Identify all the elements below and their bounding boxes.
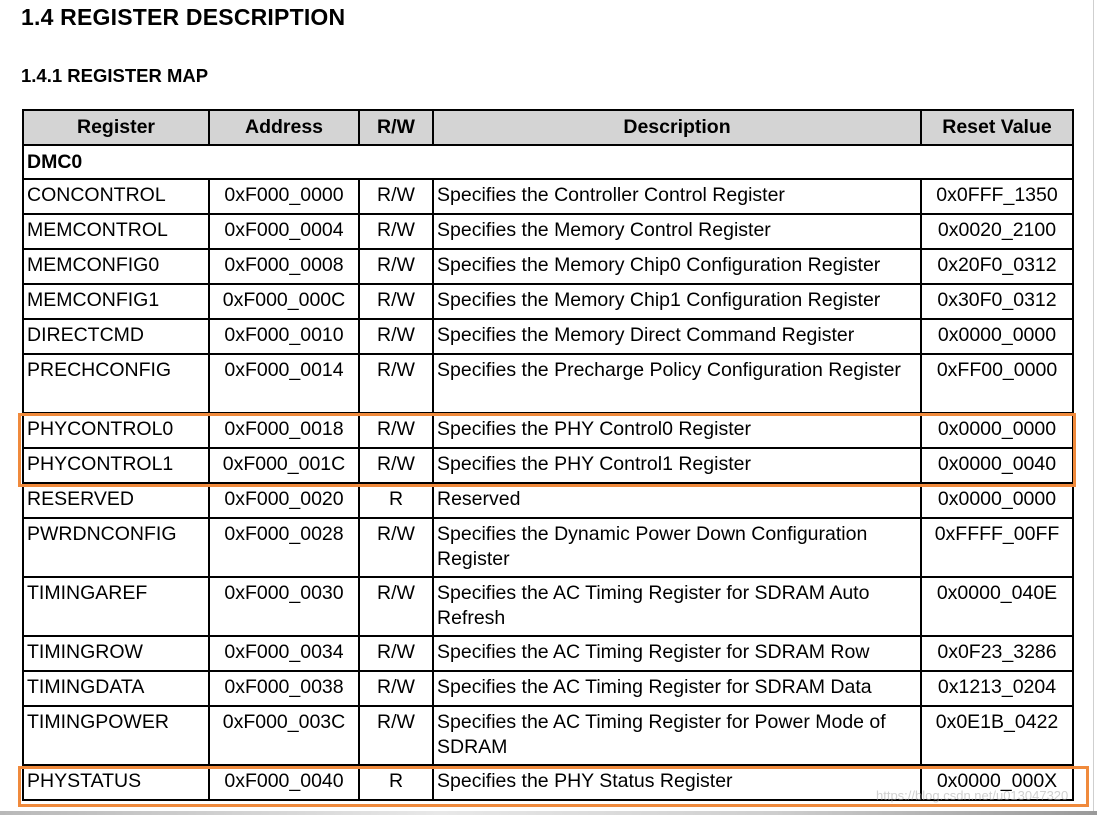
- header-reset-value: Reset Value: [921, 110, 1073, 145]
- reset-value-cell: 0x1213_0204: [921, 671, 1073, 706]
- description-cell: Specifies the PHY Control1 Register: [433, 448, 921, 483]
- register-cell: TIMINGPOWER: [23, 706, 209, 765]
- register-cell: MEMCONTROL: [23, 214, 209, 249]
- address-cell: 0xF000_0000: [209, 179, 359, 214]
- rw-cell: R/W: [359, 249, 433, 284]
- rw-cell: R/W: [359, 319, 433, 354]
- reset-value-cell: 0x0000_0040: [921, 448, 1073, 483]
- address-cell: 0xF000_003C: [209, 706, 359, 765]
- register-cell: MEMCONFIG1: [23, 284, 209, 319]
- table-row: [23, 214, 1073, 249]
- table-row: [23, 284, 1073, 319]
- description-cell: Specifies the Precharge Policy Configuration Register: [433, 354, 921, 413]
- table-row: [23, 577, 1073, 636]
- reset-value-cell: 0x30F0_0312: [921, 284, 1073, 319]
- table-row: [23, 413, 1073, 448]
- register-cell: TIMINGAREF: [23, 577, 209, 636]
- table-row: [23, 319, 1073, 354]
- register-cell: TIMINGDATA: [23, 671, 209, 706]
- address-cell: 0xF000_000C: [209, 284, 359, 319]
- address-cell: 0xF000_001C: [209, 448, 359, 483]
- description-cell: Reserved: [433, 483, 921, 518]
- table-row: [23, 636, 1073, 671]
- header-rw: R/W: [359, 110, 433, 145]
- reset-value-cell: 0x0F23_3286: [921, 636, 1073, 671]
- section-heading: 1.4 REGISTER DESCRIPTION: [21, 4, 346, 30]
- subsection-heading: 1.4.1 REGISTER MAP: [21, 65, 209, 86]
- header-description: Description: [433, 110, 921, 145]
- rw-cell: R/W: [359, 636, 433, 671]
- description-cell: Specifies the AC Timing Register for Power Mode of SDRAM: [433, 706, 921, 765]
- rw-cell: R/W: [359, 448, 433, 483]
- address-cell: 0xF000_0038: [209, 671, 359, 706]
- register-cell: PHYSTATUS: [23, 765, 209, 800]
- reset-value-cell: 0x0000_0000: [921, 319, 1073, 354]
- rw-cell: R/W: [359, 179, 433, 214]
- register-cell: CONCONTROL: [23, 179, 209, 214]
- description-cell: Specifies the PHY Control0 Register: [433, 413, 921, 448]
- rw-cell: R/W: [359, 284, 433, 319]
- bottom-edge: [0, 811, 1097, 815]
- table-row: [23, 354, 1073, 413]
- description-cell: Specifies the Controller Control Register: [433, 179, 921, 214]
- reset-value-cell: 0x0000_0000: [921, 413, 1073, 448]
- address-cell: 0xF000_0020: [209, 483, 359, 518]
- reset-value-cell: 0x20F0_0312: [921, 249, 1073, 284]
- rw-cell: R/W: [359, 518, 433, 577]
- rw-cell: R/W: [359, 214, 433, 249]
- address-cell: 0xF000_0030: [209, 577, 359, 636]
- table-header-row: [23, 110, 1073, 145]
- table-row: [23, 671, 1073, 706]
- reset-value-cell: 0x0000_0000: [921, 483, 1073, 518]
- description-cell: Specifies the Dynamic Power Down Configuration Register: [433, 518, 921, 577]
- header-address: Address: [209, 110, 359, 145]
- description-cell: Specifies the AC Timing Register for SDRAM Data: [433, 671, 921, 706]
- table-row: [23, 179, 1073, 214]
- reset-value-cell: 0x0FFF_1350: [921, 179, 1073, 214]
- description-cell: Specifies the Memory Chip1 Configuration Register: [433, 284, 921, 319]
- register-cell: MEMCONFIG0: [23, 249, 209, 284]
- rw-cell: R/W: [359, 671, 433, 706]
- table-row: [23, 518, 1073, 577]
- register-cell: PRECHCONFIG: [23, 354, 209, 413]
- address-cell: 0xF000_0010: [209, 319, 359, 354]
- page-edge-divider: [1093, 0, 1094, 815]
- address-cell: 0xF000_0040: [209, 765, 359, 800]
- description-cell: Specifies the AC Timing Register for SDRAM Row: [433, 636, 921, 671]
- rw-cell: R/W: [359, 354, 433, 413]
- rw-cell: R: [359, 483, 433, 518]
- reset-value-cell: 0x0E1B_0422: [921, 706, 1073, 765]
- register-cell: RESERVED: [23, 483, 209, 518]
- address-cell: 0xF000_0014: [209, 354, 359, 413]
- register-cell: PHYCONTROL1: [23, 448, 209, 483]
- table-row: [23, 706, 1073, 765]
- reset-value-cell: 0x0020_2100: [921, 214, 1073, 249]
- address-cell: 0xF000_0008: [209, 249, 359, 284]
- rw-cell: R/W: [359, 577, 433, 636]
- section-row: [23, 145, 1073, 179]
- rw-cell: R: [359, 765, 433, 800]
- table-row: [23, 448, 1073, 483]
- section-label: DMC0: [23, 145, 1073, 179]
- table-row: [23, 483, 1073, 518]
- reset-value-cell: 0xFF00_0000: [921, 354, 1073, 413]
- address-cell: 0xF000_0018: [209, 413, 359, 448]
- description-cell: Specifies the AC Timing Register for SDRAM Auto Refresh: [433, 577, 921, 636]
- rw-cell: R/W: [359, 706, 433, 765]
- reset-value-cell: 0x0000_040E: [921, 577, 1073, 636]
- address-cell: 0xF000_0028: [209, 518, 359, 577]
- watermark: https://blog.csdn.net/u013047320: [876, 788, 1069, 803]
- rw-cell: R/W: [359, 413, 433, 448]
- description-cell: Specifies the Memory Direct Command Register: [433, 319, 921, 354]
- register-map-table: [22, 109, 1074, 801]
- register-cell: PWRDNCONFIG: [23, 518, 209, 577]
- description-cell: Specifies the Memory Control Register: [433, 214, 921, 249]
- reset-value-cell: 0x0000_000X: [921, 765, 1073, 800]
- header-register: Register: [23, 110, 209, 145]
- register-cell: TIMINGROW: [23, 636, 209, 671]
- table-row: [23, 249, 1073, 284]
- address-cell: 0xF000_0034: [209, 636, 359, 671]
- description-cell: Specifies the Memory Chip0 Configuration Register: [433, 249, 921, 284]
- description-cell: Specifies the PHY Status Register: [433, 765, 921, 800]
- register-cell: DIRECTCMD: [23, 319, 209, 354]
- register-cell: PHYCONTROL0: [23, 413, 209, 448]
- address-cell: 0xF000_0004: [209, 214, 359, 249]
- reset-value-cell: 0xFFFF_00FF: [921, 518, 1073, 577]
